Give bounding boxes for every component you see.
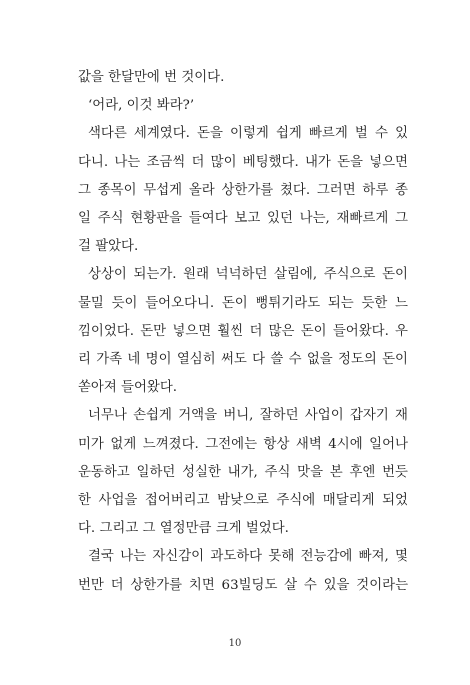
text-line: 운동하고 일하던 성실한 내가, 주식 맛을 본 후엔 번듯: [78, 464, 408, 480]
text-line: 그 종목이 무섭게 올라 상한가를 쳤다. 그러면 하루 종: [78, 182, 408, 198]
text-line: ‘어라, 이것 봐라?’: [88, 98, 195, 114]
text-line: 일 주식 현황판을 들여다 보고 있던 나는, 재빠르게 그: [78, 211, 408, 227]
body-text: [78, 64, 408, 600]
text-line: 미가 없게 느껴졌다. 그전에는 항상 새벽 4시에 일어나: [78, 436, 408, 452]
text-line: 다니. 나는 조금씩 더 많이 베팅했다. 내가 돈을 넣으면: [78, 154, 408, 170]
paragraph: [78, 92, 408, 120]
text-line: 번만 더 상한가를 치면 63빌딩도 살 수 있을 것이라는: [78, 577, 408, 593]
text-line: 낌이었다. 돈만 넣으면 훨씬 더 많은 돈이 들어왔다. 우: [78, 323, 408, 339]
text-line: 리 가족 네 명이 열심히 써도 다 쓸 수 없을 정도의 돈이: [78, 352, 408, 368]
text-line: 쏟아져 들어왔다.: [78, 380, 178, 396]
text-line: 상상이 되는가. 원래 넉넉하던 살림에, 주식으로 돈이: [88, 267, 408, 283]
paragraph: [78, 261, 408, 402]
page-number: 10: [228, 638, 242, 649]
text-line: 색다른 세계였다. 돈을 이렇게 쉽게 빠르게 벌 수 있: [88, 126, 408, 142]
paragraph: [78, 402, 408, 543]
paragraph: [78, 64, 408, 92]
text-line: 걸 팔았다.: [78, 239, 139, 255]
paragraph: [78, 120, 408, 261]
paragraph: [78, 543, 408, 599]
text-line: 값을 한달만에 번 것이다.: [78, 70, 225, 85]
text-line: 한 사업을 접어버리고 밤낮으로 주식에 매달리게 되었: [78, 493, 408, 509]
text-line: 물밀 듯이 들어오다니. 돈이 뻥튀기라도 되는 듯한 느: [78, 295, 408, 311]
text-line: 다. 그리고 그 열정만큼 크게 벌었다.: [78, 521, 289, 537]
text-line: 너무나 손쉽게 거액을 버니, 잘하던 사업이 갑자기 재: [88, 408, 408, 424]
text-line: 결국 나는 자신감이 과도하다 못해 전능감에 빠져, 몇: [88, 549, 408, 565]
